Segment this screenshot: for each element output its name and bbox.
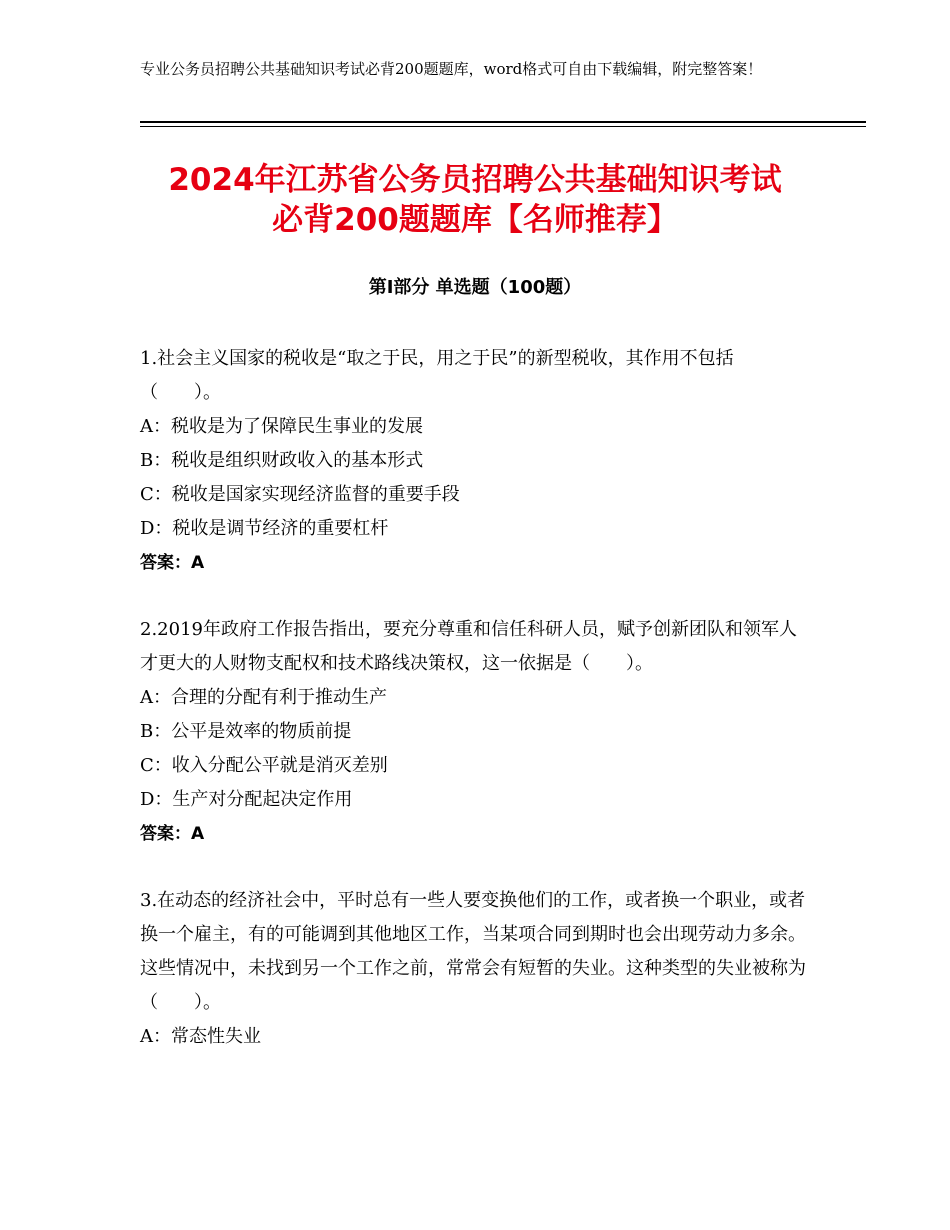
header-divider-thin	[140, 126, 866, 127]
option-b: B：公平是效率的物质前提	[140, 721, 352, 742]
answer-line: 答案：A	[140, 553, 205, 573]
option-b: B：税收是组织财政收入的基本形式	[140, 450, 424, 471]
option-d: D：税收是调节经济的重要杠杆	[140, 518, 389, 539]
option-a: A：合理的分配有利于推动生产	[140, 687, 387, 708]
header-note: 专业公务员招聘公共基础知识考试必背200题题库，word格式可自由下载编辑，附完整答案！	[140, 60, 763, 78]
option-a: A：常态性失业	[140, 1026, 261, 1047]
option-d: D：生产对分配起决定作用	[140, 789, 353, 810]
question-3	[140, 884, 810, 1054]
option-a: A：税收是为了保障民生事业的发展	[140, 416, 423, 437]
question-1	[140, 342, 810, 580]
option-c: C：税收是国家实现经济监督的重要手段	[140, 484, 460, 505]
question-list	[140, 342, 810, 1054]
section-heading: 第Ⅰ部分 单选题（100题）	[368, 277, 582, 298]
question-stem: 1.社会主义国家的税收是“取之于民，用之于民”的新型税收，其作用不包括（ ）。	[140, 348, 734, 403]
question-2	[140, 613, 810, 851]
question-stem: 3.在动态的经济社会中，平时总有一些人要变换他们的工作，或者换一个职业，或者换一个雇主，有的可能调到其他地区工作，当某项合同到期时也会出现劳动力多余。这些情况中，未找到另一个工作之前，常常会有短暂的失业。这种类型的失业被称为（ ）。	[140, 890, 806, 1013]
answer-line: 答案：A	[140, 824, 205, 844]
header-divider-thick	[140, 121, 866, 123]
question-stem: 2.2019年政府工作报告指出，要充分尊重和信任科研人员，赋予创新团队和领军人才更大的人财物支配权和技术路线决策权，这一依据是（ ）。	[140, 619, 797, 674]
option-c: C：收入分配公平就是消灭差别	[140, 755, 388, 776]
title-line-2: 必背200题题库【名师推荐】	[272, 202, 678, 238]
document-title	[100, 160, 850, 240]
title-line-1: 2024年江苏省公务员招聘公共基础知识考试	[168, 162, 782, 198]
